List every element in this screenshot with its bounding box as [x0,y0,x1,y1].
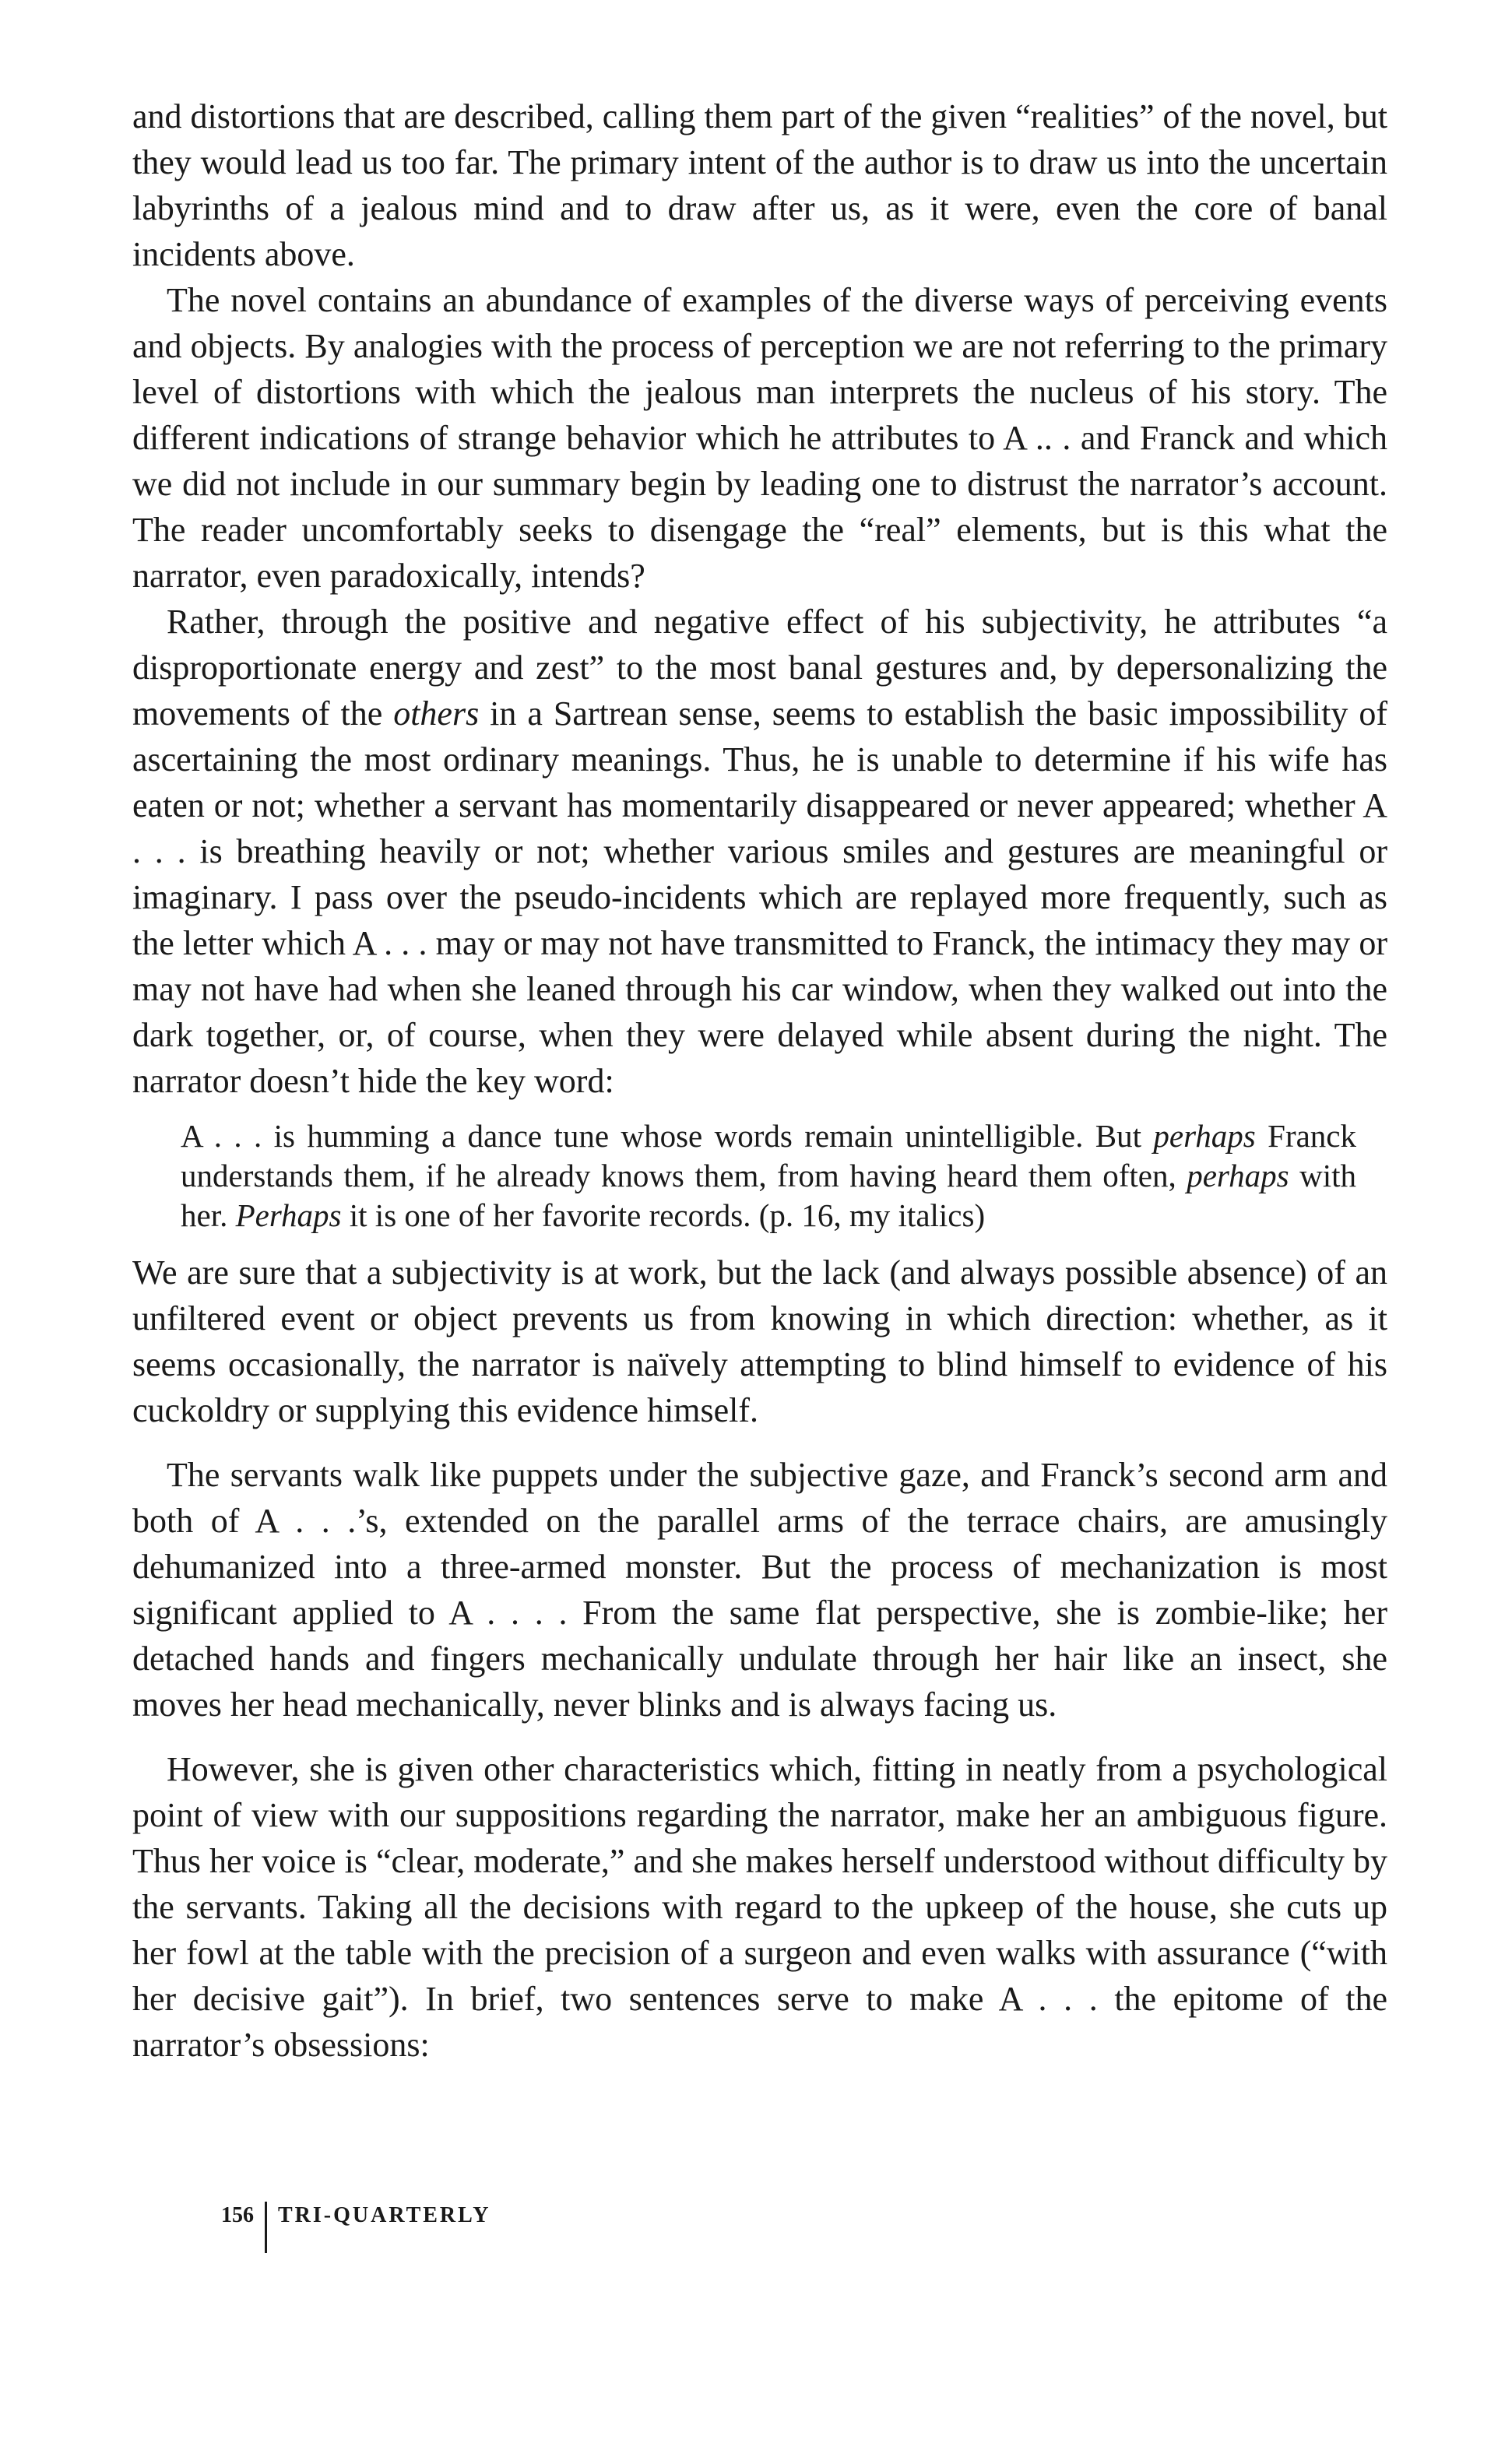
paragraph-2: The novel contains an abundance of examples of the diverse ways of perceiving events and objects. By analogies with the process of perception we are not referring to the primary level of distortions with which the jealous man interprets the nucleus of his story. The different indications of strange behavior which he attributes to A .. . and Franck and which we did not include in our summary begin by leading one to distrust the narrator’s account. The reader uncomfortably seeks to disengage the “real” elements, but is this what the narrator, even paradoxically, intends? [132,281,1387,595]
quote-italic-2: perhaps [1187,1158,1289,1193]
paragraph-6: However, she is given other characteristics which, fitting in neatly from a psychological point of view with our suppositions regarding the narrator, make her an ambiguous figure. Thus her voice is “clear, moderate,” and she makes herself understood without difficulty by the servants. Taking all the decisions with regard to the upkeep of the house, she cuts up her fowl at the table with the precision of a surgeon and even walks with assurance (“with her decisive gait”). In brief, two sentences serve to make A . . . the epitome of the narrator’s obsessions: [132,1750,1387,2064]
paragraph-3-text-b: in a Sartrean sense, seems to establish the basic impossibility of ascertaining the most ordinary meanings. Thus, he is unable to determine if his wife has eaten or not; whether a servant has momentarily disappeared or never appeared; whether A . . . is breathing heavily or not; whether various smiles and gestures are meaningful or imaginary. I pass over the pseudo-incidents which are replayed more frequently, such as the letter which A . . . may or may not have transmitted to Franck, the intimacy they may or may not have had when she leaned through his car window, when they walked out into the dark together, or, of course, when they were delayed while absent during the night. The narrator doesn’t hide the key word: [132,694,1387,1100]
quote-text-2: Franck understands them, if he already knows them, from having heard them often, [181,1118,1356,1193]
paragraph-3-text-a: Rather, through the positive and negative effect of his subjectivity, he attributes “a disproportionate energy and zest” to the most banal gestures and, by depersonalizing the movements of the [132,603,1387,733]
page-footer [221,2202,491,2256]
page-body [132,93,1387,2068]
quote-text-1: A . . . is humming a dance tune whose words remain unintelligible. But [181,1118,1154,1154]
paragraph-1: and distortions that are described, calling them part of the given “realities” of the novel, but they would lead us too far. The primary intent of the author is to draw us into the uncertain labyrinths of a jealous mind and to draw after us, as it were, even the core of banal incidents above. [132,97,1387,273]
quote-italic-3: Perhaps [235,1197,342,1233]
paragraph-3 [132,599,1387,1104]
quote-text-3: with her. [181,1158,1356,1233]
paragraph-5: The servants walk like puppets under the subjective gaze, and Franck’s second arm and both of A . . .’s, extended on the parallel arms of the terrace chairs, are amusingly dehumanized into a three-armed monster. But the process of mechanization is most significant applied to A . . . . From the same flat perspective, she is zombie-like; her detached hands and fingers mechanically undulate through her hair like an insect, she moves her head mechanically, never blinks and is always facing us. [132,1456,1387,1724]
block-quote [181,1116,1356,1236]
paragraph-3-italic: others [393,694,480,733]
journal-title: TRI-QUARTERLY [278,2203,491,2227]
page-number: 156 [221,2203,254,2227]
quote-italic-1: perhaps [1153,1118,1256,1154]
quote-text-4: it is one of her favorite records. (p. 16, my italics) [341,1197,986,1233]
paragraph-4: We are sure that a subjectivity is at work, but the lack (and always possible absence) of an unfiltered event or object prevents us from knowing in which direction: whether, as it seems occasionally, the narrator is naïvely attempting to blind himself to evidence of his cuckoldry or supplying this evidence himself. [132,1253,1387,1429]
